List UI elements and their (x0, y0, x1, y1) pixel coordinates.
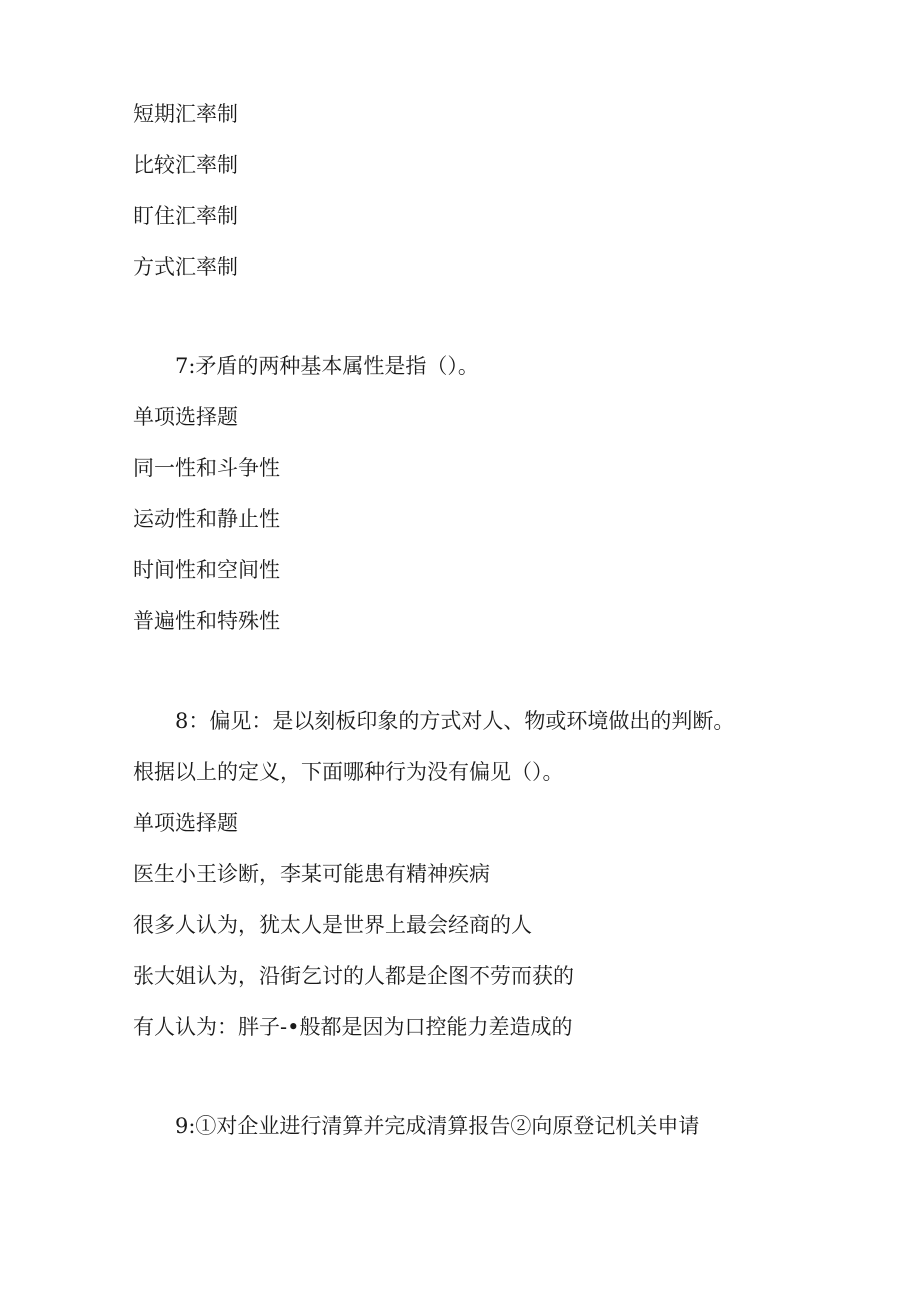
q6-option-3: 盯住汇率制 (133, 204, 238, 228)
q7-option-2: 运动性和静止性 (133, 507, 280, 531)
q8-option-4: 有人认为：胖子-•般都是因为口控能力差造成的 (133, 1015, 573, 1039)
q8-type: 单项选择题 (133, 811, 238, 835)
q7-option-4: 普遍性和特殊性 (133, 609, 280, 633)
q6-option-2: 比较汇率制 (133, 153, 238, 177)
q7-type: 单项选择题 (133, 405, 238, 429)
q8-stem-line1: 8：偏见：是以刻板印象的方式对人、物或环境做出的判断。 (175, 709, 735, 733)
q6-option-4: 方式汇率制 (133, 255, 238, 279)
q8-stem-line2: 根据以上的定义，下面哪种行为没有偏见（）。 (133, 760, 564, 784)
q7-stem: 7:矛盾的两种基本属性是指（）。 (175, 354, 479, 378)
q9-stem: 9:①对企业进行清算并完成清算报告②向原登记机关申请 (175, 1114, 700, 1138)
q6-option-1: 短期汇率制 (133, 102, 238, 126)
q7-option-3: 时间性和空间性 (133, 558, 280, 582)
q7-option-1: 同一性和斗争性 (133, 456, 280, 480)
q8-option-3: 张大姐认为，沿街乞讨的人都是企图不劳而获的 (133, 964, 574, 988)
q8-option-1: 医生小王诊断，李某可能患有精神疾病 (133, 862, 490, 886)
q8-option-2: 很多人认为，犹太人是世界上最会经商的人 (133, 913, 532, 937)
